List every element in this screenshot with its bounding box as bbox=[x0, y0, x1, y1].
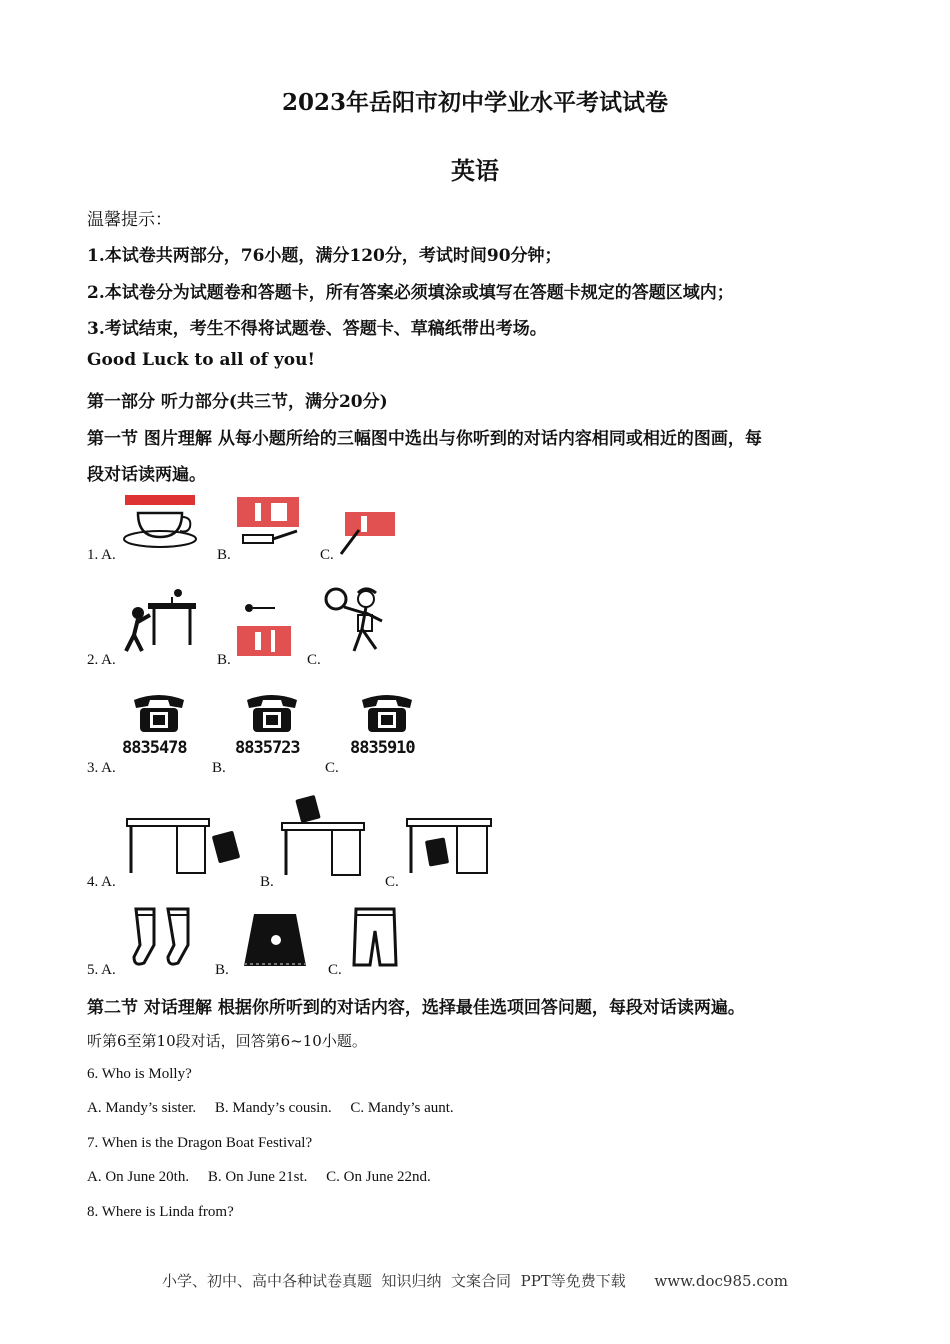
skirt-icon bbox=[240, 910, 310, 972]
tip-2: 2.本试卷分为试题卷和答题卡，所有答案必须填涂或填写在答题卡规定的答题区域内； bbox=[87, 283, 734, 303]
section1-heading: 第一节 图片理解 从每小题所给的三幅图中选出与你听到的对话内容相同或相近的图画，每 bbox=[87, 429, 762, 449]
q2-label-a: 2. A. bbox=[87, 652, 116, 668]
q4-label-b: B. bbox=[260, 874, 274, 890]
q3-label-b: B. bbox=[212, 760, 226, 776]
socks-icon bbox=[130, 905, 200, 970]
q3-label-a: 3. A. bbox=[87, 760, 116, 776]
subject-title: 英语 bbox=[451, 156, 499, 185]
q5-label-c: C. bbox=[328, 962, 342, 978]
telephone-icon bbox=[235, 690, 310, 734]
desk-with-book-on-icon bbox=[280, 795, 370, 877]
section1-heading-cont: 段对话读两遍。 bbox=[87, 465, 206, 485]
q1-label-c: C. bbox=[320, 547, 334, 563]
shorts-icon bbox=[350, 905, 400, 973]
tip-1: 1.本试卷共两部分，76小题，满分120分，考试时间90分钟； bbox=[87, 246, 562, 266]
phone-number-c: 8835910 bbox=[350, 738, 415, 758]
tennis-player-icon bbox=[322, 585, 402, 655]
phone-a bbox=[122, 690, 197, 762]
phone-c bbox=[350, 690, 425, 762]
q1-label-b: B. bbox=[217, 547, 231, 563]
tip-3: 3.考试结束，考生不得将试题卷、答题卡、草稿纸带出考场。 bbox=[87, 319, 547, 339]
good-luck: Good Luck to all of you! bbox=[87, 350, 315, 370]
section2-instruction: 听第6至第10段对话，回答第6~10小题。 bbox=[87, 1032, 367, 1050]
telephone-icon bbox=[122, 690, 197, 734]
chopsticks-icon bbox=[335, 508, 400, 558]
section2-heading: 第二节 对话理解 根据你所听到的对话内容，选择最佳选项回答问题，每段对话读两遍。 bbox=[87, 998, 745, 1018]
desk-with-book-under-icon bbox=[405, 815, 495, 877]
question-6-options: A. Mandy’s sister. B. Mandy’s cousin. C. Mandy’s aunt. bbox=[87, 1100, 454, 1116]
table-tennis-icon bbox=[120, 585, 200, 655]
exam-title: 2023年岳阳市初中学业水平考试试卷 bbox=[281, 89, 668, 116]
question-7: 7. When is the Dragon Boat Festival? bbox=[87, 1135, 313, 1151]
q4-label-c: C. bbox=[385, 874, 399, 890]
q2-label-c: C. bbox=[307, 652, 321, 668]
footer-text: 小学、初中、高中各种试卷真题 知识归纳 文案合同 PPT等免费下载 www.doc985.com bbox=[161, 1272, 788, 1290]
telephone-icon bbox=[350, 690, 425, 734]
question-7-options: A. On June 20th. B. On June 21st. C. On June 22nd. bbox=[87, 1169, 431, 1185]
tea-cup-icon bbox=[120, 495, 200, 550]
q3-label-c: C. bbox=[325, 760, 339, 776]
phone-number-b: 8835723 bbox=[235, 738, 300, 758]
q4-label-a: 4. A. bbox=[87, 874, 116, 890]
desk-with-book-beside-icon bbox=[125, 815, 245, 877]
badminton-icon bbox=[235, 600, 295, 658]
q5-label-a: 5. A. bbox=[87, 962, 116, 978]
part1-heading: 第一部分 听力部分(共三节，满分20分) bbox=[87, 392, 388, 412]
frying-pan-icon bbox=[235, 495, 305, 550]
q2-label-b: B. bbox=[217, 652, 231, 668]
question-6: 6. Who is Molly? bbox=[87, 1066, 192, 1082]
q5-label-b: B. bbox=[215, 962, 229, 978]
tips-heading: 温馨提示： bbox=[87, 210, 172, 230]
q1-label-a: 1. A. bbox=[87, 547, 116, 563]
phone-number-a: 8835478 bbox=[122, 738, 187, 758]
phone-b bbox=[235, 690, 310, 762]
question-8: 8. Where is Linda from? bbox=[87, 1204, 234, 1220]
